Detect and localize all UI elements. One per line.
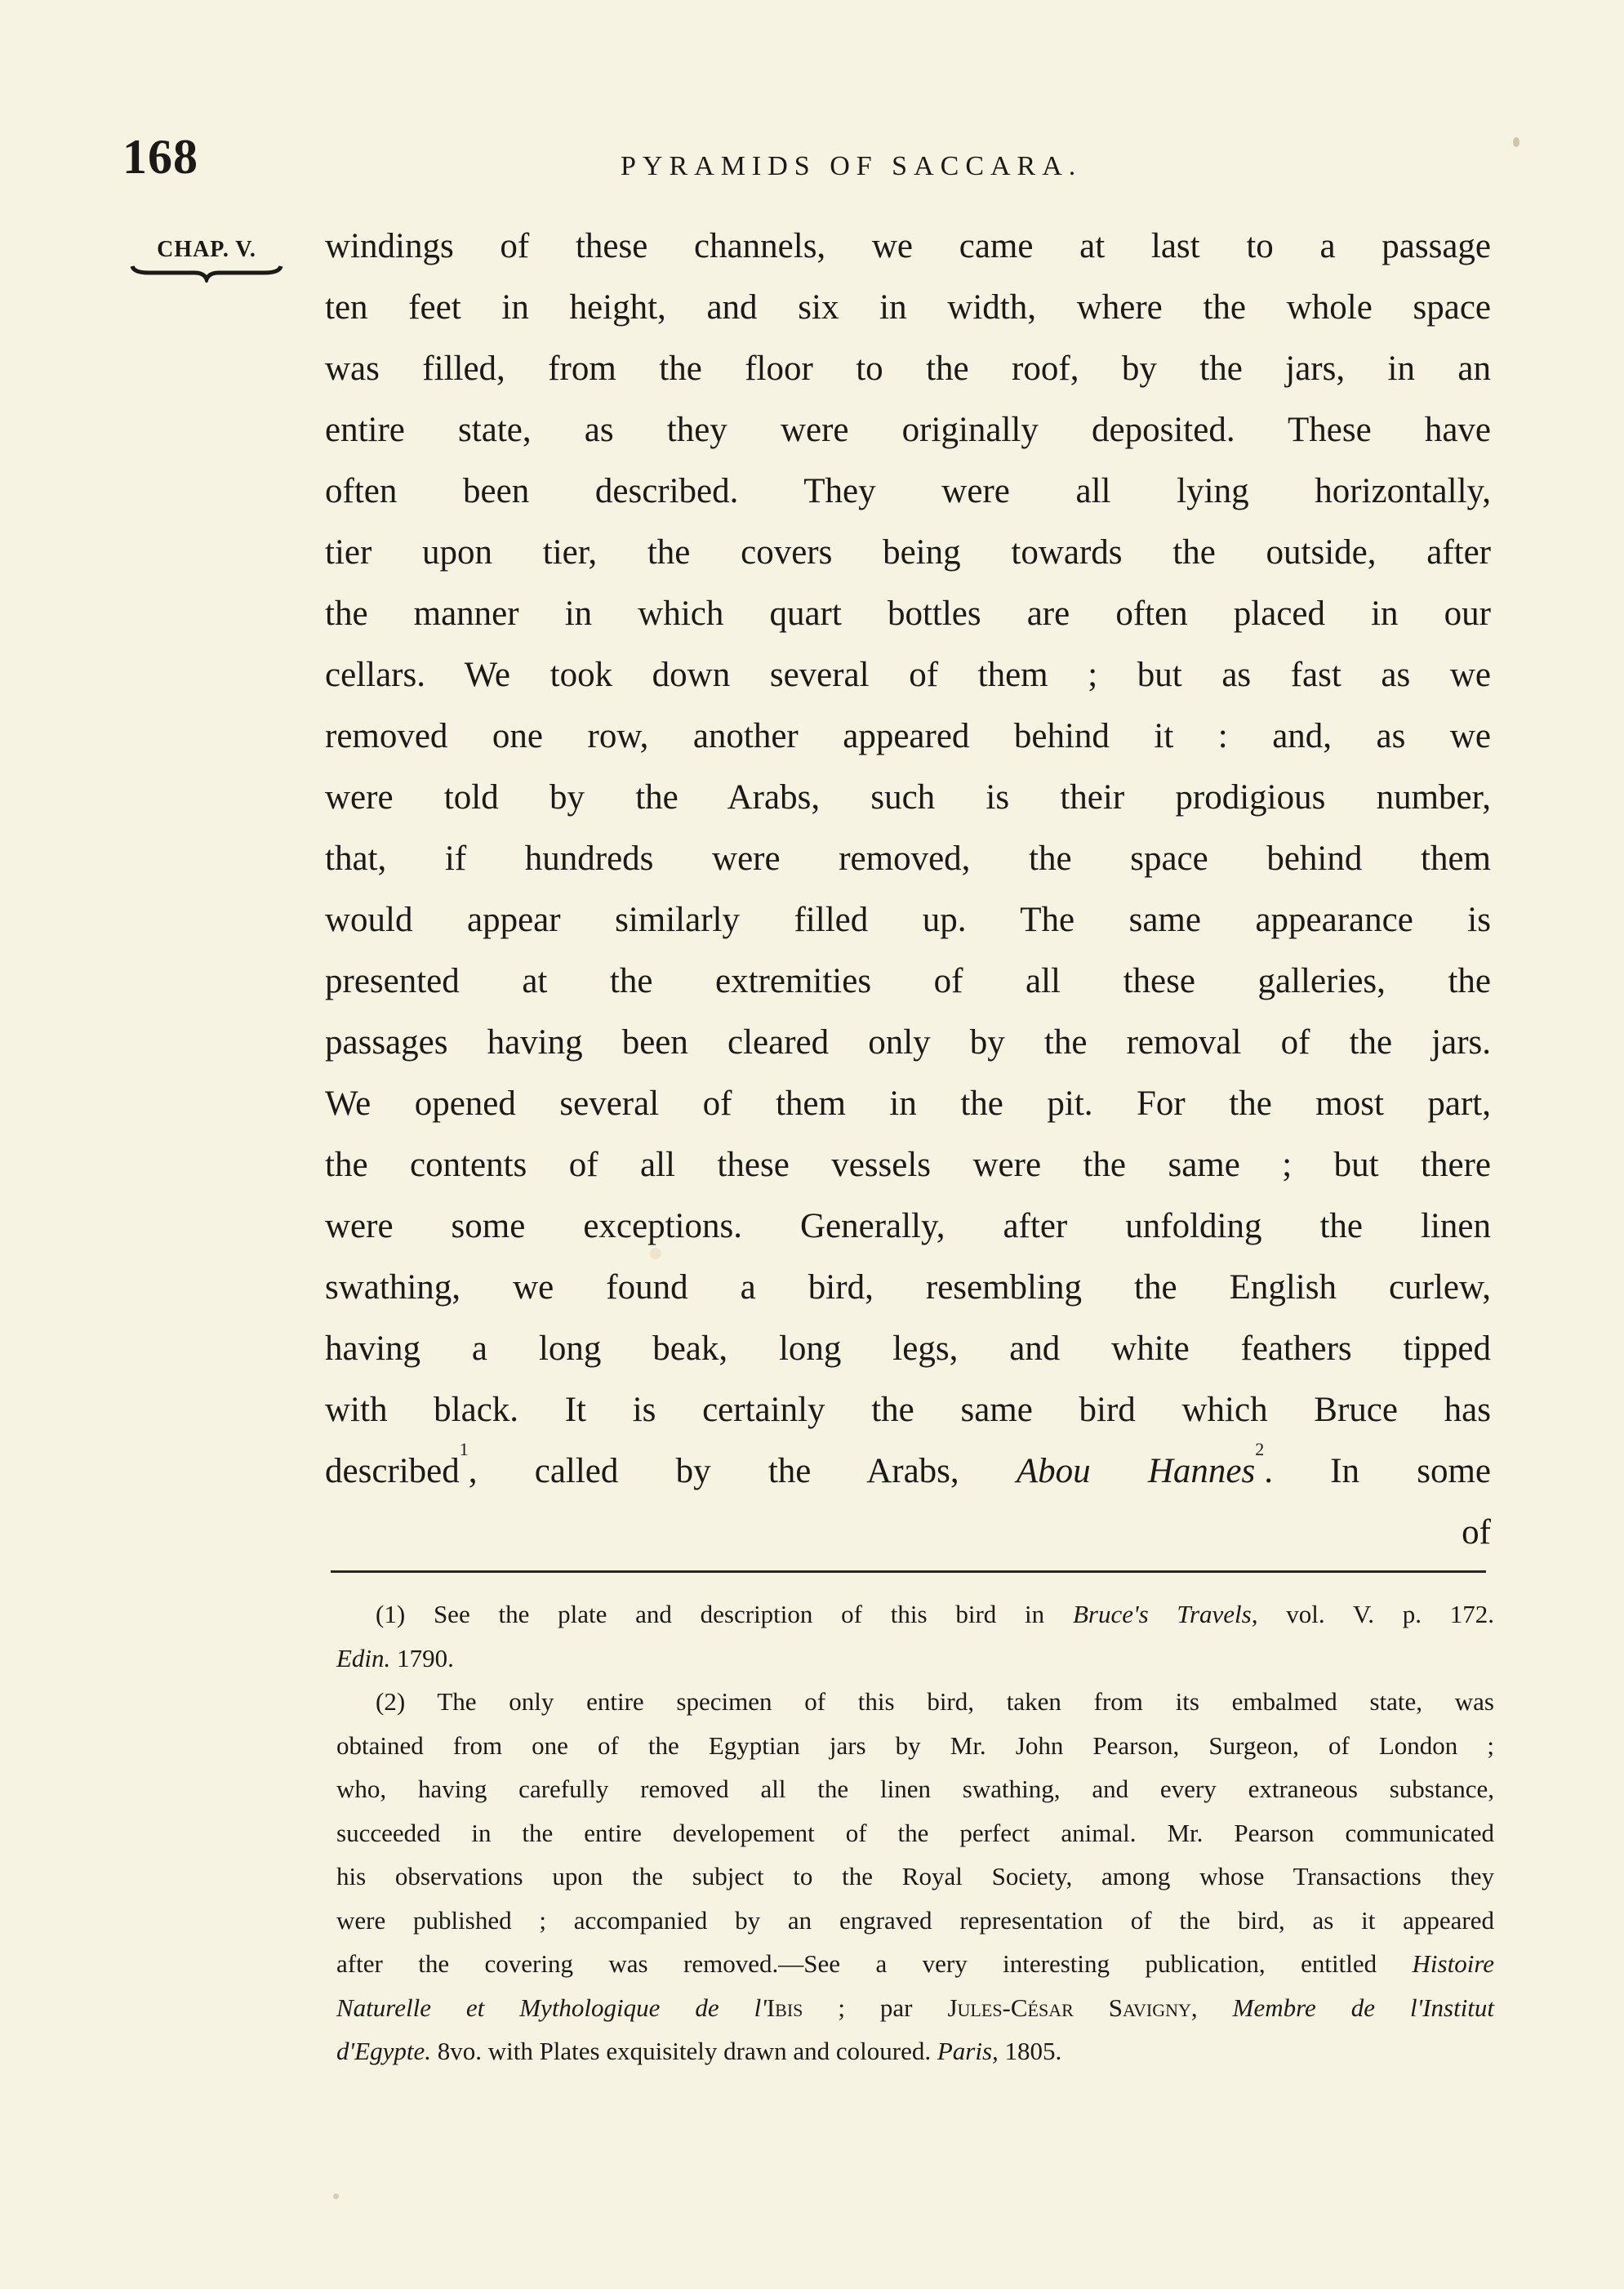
footnote-2-line <box>336 1680 1494 1724</box>
text-line: were told by the Arabs, such is their prodigious number, <box>325 778 1491 817</box>
footnote-marker: (1) <box>376 1600 406 1628</box>
text-span: See the plate and description of this bird in <box>433 1600 1045 1628</box>
footnote-rule <box>331 1570 1486 1573</box>
text-line: having a long beak, long legs, and white feathers tipped <box>325 1329 1491 1368</box>
italic-title: Histoire <box>1412 1949 1494 1978</box>
text-line: tier upon tier, the covers being towards the outside, after <box>325 533 1491 572</box>
footnote-2-line: who, having carefully removed all the linen swathing, and every extraneous substance, <box>336 1775 1494 1803</box>
body-text <box>325 216 1491 1563</box>
chapter-marker <box>129 237 284 283</box>
footnote-ref-2: 2 <box>1255 1439 1265 1459</box>
text-line: was filled, from the floor to the roof, by the jars, in an <box>325 350 1491 388</box>
italic-place: Paris, <box>937 2037 999 2065</box>
small-caps-word: Ibis <box>766 1993 803 2022</box>
text-span: 1790. <box>397 1643 454 1672</box>
footnote-2-line <box>336 1942 1494 1986</box>
text-line: were some exceptions. Generally, after unfolding the linen <box>325 1207 1491 1245</box>
text-line: removed one row, another appeared behind it : and, as we <box>325 717 1491 755</box>
text-line: presented at the extremities of all these galleries, the <box>325 962 1491 1000</box>
text-line: the manner in which quart bottles are often placed in our <box>325 595 1491 633</box>
footnote-2-line: obtained from one of the Egyptian jars by Mr. John Pearson, Surgeon, of London ; <box>336 1730 1494 1760</box>
italic-title: Bruce's Travels, <box>1072 1600 1258 1628</box>
text-line: swathing, we found a bird, resembling the English curlew, <box>325 1268 1491 1307</box>
footnote-marker: (2) <box>376 1687 406 1716</box>
footnote-2-line: his observations upon the subject to the Royal Society, among whose Transactions they <box>336 1862 1494 1890</box>
running-title: PYRAMIDS OF SACCARA. <box>621 151 1083 181</box>
author-name: Jules-César Savigny, <box>947 1993 1198 2022</box>
text-span: The only entire specimen of this bird, taken from its embalmed state, was <box>437 1687 1494 1716</box>
text-line: ten feet in height, and six in width, where the whole space <box>325 288 1491 327</box>
text-span: 8vo. with Plates exquisitely drawn and coloured. <box>437 2037 932 2065</box>
footnotes <box>336 1592 1494 2073</box>
footnote-2-line <box>336 1986 1494 2030</box>
text-span: vol. V. p. 172. <box>1286 1600 1495 1628</box>
footnote-2-line: succeeded in the entire developement of the perfect animal. Mr. Pearson communicated <box>336 1818 1494 1847</box>
paper-spot <box>333 2193 339 2199</box>
text-line: that, if hundreds were removed, the space behind them <box>325 839 1491 878</box>
brace-ornament <box>129 265 284 283</box>
italic-place: Edin. <box>336 1643 391 1672</box>
catchword: of <box>1462 1513 1491 1552</box>
footnote-1-line <box>336 1637 1494 1681</box>
footnote-1-line <box>336 1592 1494 1637</box>
italic-name: Abou Hannes <box>1016 1452 1256 1490</box>
text-span: 1805. <box>1004 2037 1062 2065</box>
text-span: ; par <box>838 1993 913 2022</box>
page-number: 168 <box>122 130 198 184</box>
text-line: passages having been cleared only by the removal of the jars. <box>325 1023 1491 1062</box>
footnote-2-line <box>336 2029 1494 2073</box>
text-line: with black. It is certainly the same bird which Bruce has <box>325 1391 1491 1429</box>
text-span: after the covering was removed.—See a very interesting publication, entitled <box>336 1949 1377 1978</box>
text-span: . In some <box>1264 1452 1491 1490</box>
text-line: would appear similarly filled up. The same appearance is <box>325 901 1491 939</box>
text-span: described <box>325 1452 460 1490</box>
paper-spot <box>1513 137 1519 147</box>
italic-title: Naturelle et Mythologique de l' <box>336 1993 767 2022</box>
footnote-ref-1: 1 <box>459 1439 469 1459</box>
italic-title: d'Egypte. <box>336 2037 431 2065</box>
text-line: the contents of all these vessels were the same ; but there <box>325 1146 1491 1184</box>
text-line: entire state, as they were originally deposited. These have <box>325 411 1491 449</box>
text-span: , called by the Arabs, <box>468 1452 959 1490</box>
text-line: We opened several of them in the pit. For the most part, <box>325 1084 1491 1123</box>
italic-title: Membre de l'Institut <box>1232 1993 1495 2022</box>
text-line: windings of these channels, we came at last to a passage <box>325 227 1491 265</box>
footnote-2-line: were published ; accompanied by an engraved representation of the bird, as it appeared <box>336 1905 1494 1935</box>
text-line: cellars. We took down several of them ; but as fast as we <box>325 656 1491 694</box>
chapter-label: CHAP. V. <box>157 237 256 262</box>
text-line: often been described. They were all lying horizontally, <box>325 472 1491 510</box>
text-line <box>325 1441 1491 1502</box>
